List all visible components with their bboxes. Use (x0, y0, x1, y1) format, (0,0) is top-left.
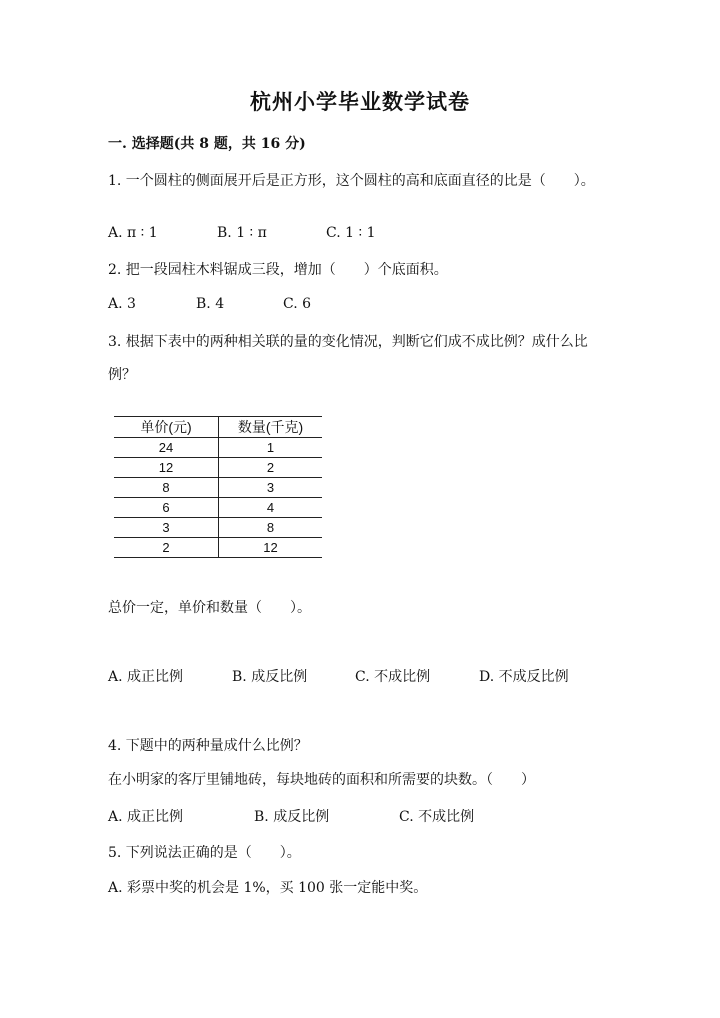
page-title: 杭州小学毕业数学试卷 (250, 89, 470, 114)
table-row (114, 498, 322, 518)
section-heading: 一. 选择题(共 8 题，共 16 分) (108, 136, 306, 152)
question-3-text-line2: 例？ (108, 367, 136, 383)
table-row (114, 478, 322, 498)
question-2-option-b[interactable]: B. 4 (196, 296, 225, 312)
table-cell: 8 (219, 518, 323, 538)
question-4-option-a[interactable]: A. 成正比例 (108, 809, 184, 825)
table-cell: 24 (114, 438, 219, 458)
question-4-option-b[interactable]: B. 成反比例 (254, 809, 330, 825)
table-row (114, 518, 322, 538)
table-row (114, 458, 322, 478)
table-cell: 8 (114, 478, 219, 498)
question-3-option-c[interactable]: C. 不成比例 (355, 669, 431, 685)
table-cell: 6 (114, 498, 219, 518)
table-cell: 3 (219, 478, 323, 498)
question-3-prompt: 总价一定，单价和数量（ ）。 (108, 600, 311, 616)
question-2-text: 2. 把一段园柱木料锯成三段，增加（ ）个底面积。 (108, 262, 448, 278)
question-4-option-c[interactable]: C. 不成比例 (399, 809, 475, 825)
question-1-text: 1. 一个圆柱的侧面展开后是正方形，这个圆柱的高和底面直径的比是（ ）。 (108, 173, 595, 189)
table-header-cell: 数量(千克) (219, 417, 323, 438)
question-2-option-c[interactable]: C. 6 (283, 296, 312, 312)
table-cell: 3 (114, 518, 219, 538)
question-1-option-a[interactable]: A. π ∶ 1 (108, 225, 158, 241)
table-cell: 1 (219, 438, 323, 458)
question-5-option-a[interactable]: A. 彩票中奖的机会是 1%，买 100 张一定能中奖。 (108, 880, 428, 896)
question-1-option-c[interactable]: C. 1 ∶ 1 (326, 225, 376, 241)
table-row (114, 538, 322, 558)
question-3-option-d[interactable]: D. 不成反比例 (479, 669, 569, 685)
question-2-option-a[interactable]: A. 3 (108, 296, 136, 312)
table-cell: 12 (219, 538, 323, 558)
question-5-text: 5. 下列说法正确的是（ ）。 (108, 845, 301, 861)
table-cell: 2 (219, 458, 323, 478)
question-3-option-b[interactable]: B. 成反比例 (232, 669, 308, 685)
table-cell: 2 (114, 538, 219, 558)
table-header-row (114, 417, 322, 438)
question-3-text-line1: 3. 根据下表中的两种相关联的量的变化情况，判断它们成不成比例？成什么比 (108, 334, 588, 350)
question-4-sub-text: 在小明家的客厅里铺地砖，每块地砖的面积和所需要的块数。（ ） (108, 772, 535, 788)
table-cell: 12 (114, 458, 219, 478)
question-1-option-b[interactable]: B. 1 ∶ π (217, 225, 267, 241)
table-header-cell: 单价(元) (114, 417, 219, 438)
table-row (114, 438, 322, 458)
table-cell: 4 (219, 498, 323, 518)
price-quantity-table (114, 416, 322, 558)
question-3-option-a[interactable]: A. 成正比例 (108, 669, 184, 685)
question-4-text: 4. 下题中的两种量成什么比例？ (108, 738, 308, 754)
